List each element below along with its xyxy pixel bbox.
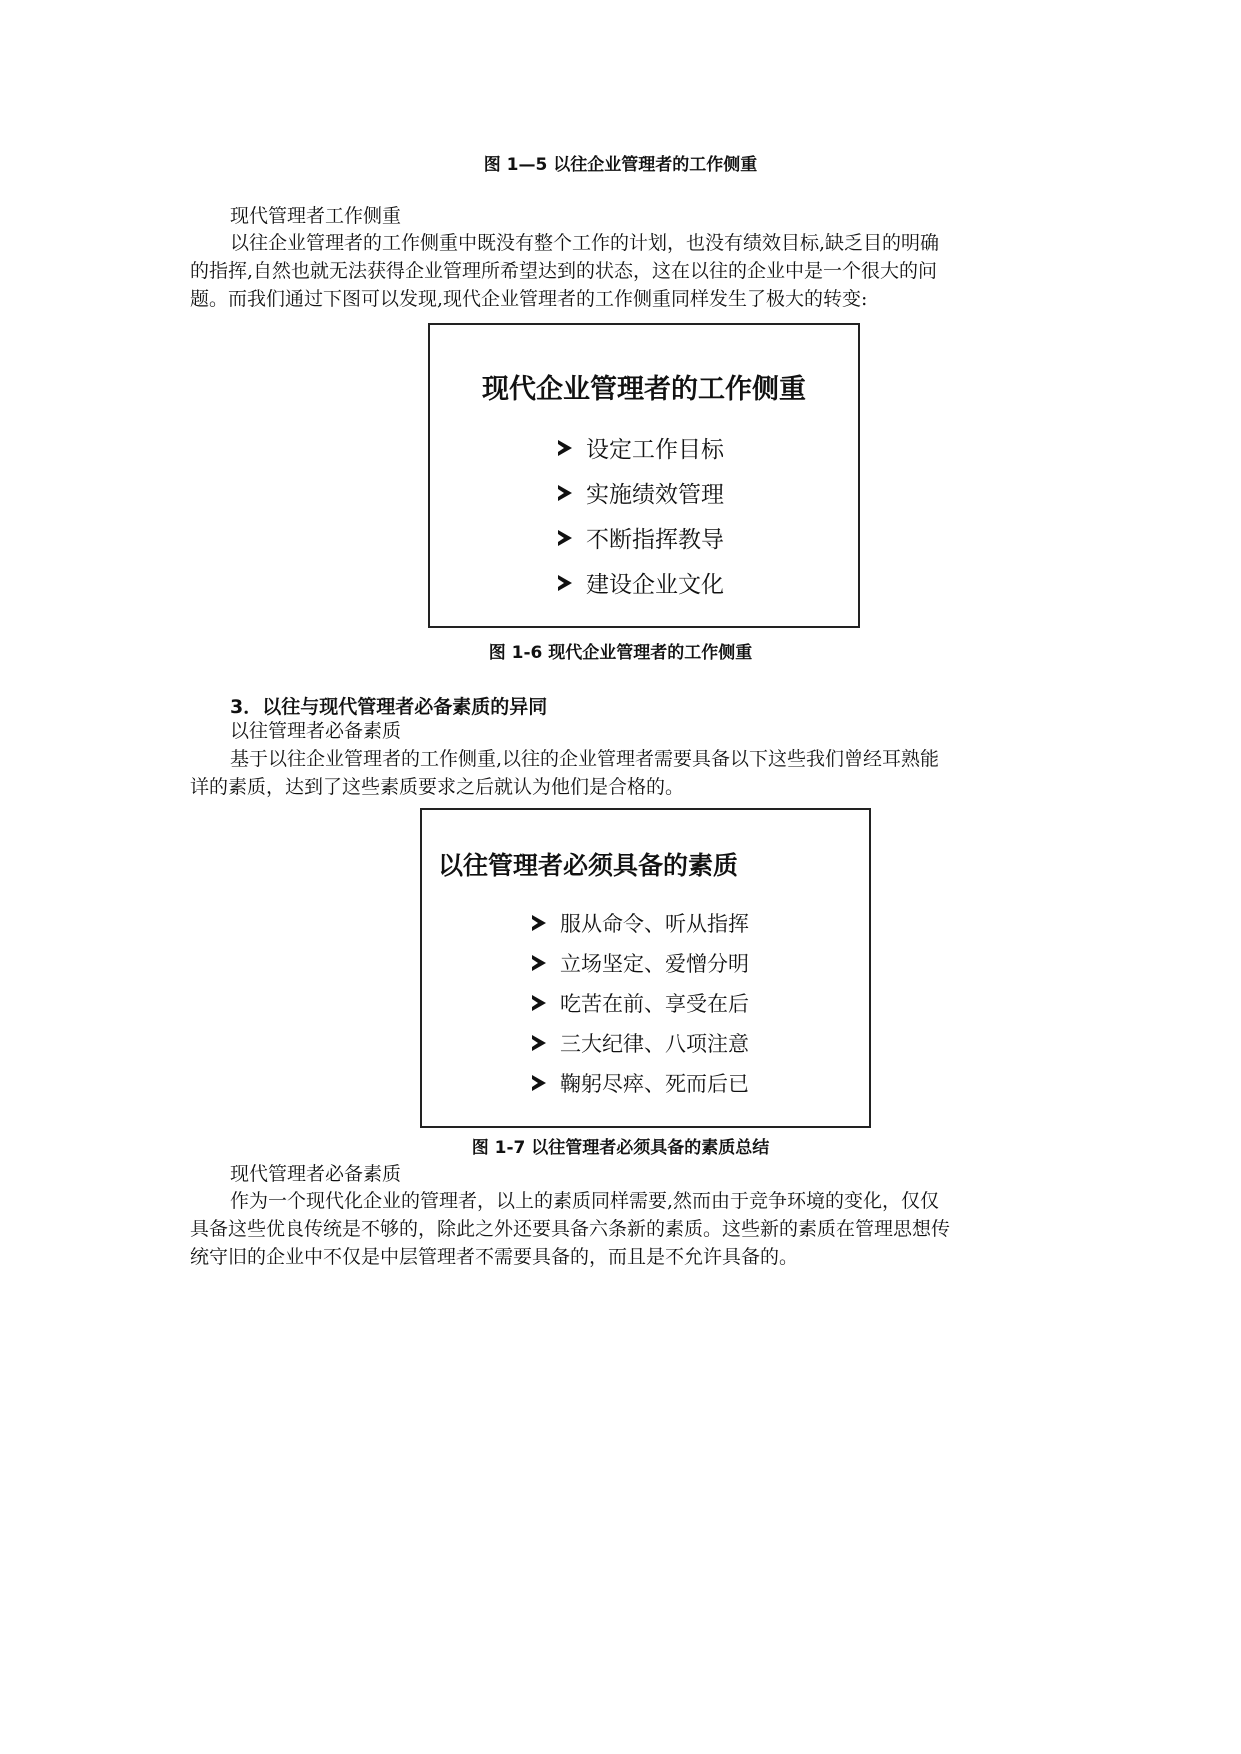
list-item: 实施绩效管理 <box>558 470 724 515</box>
list-item: 吃苦在前、享受在后 <box>532 983 749 1023</box>
figure-6-title: 现代企业管理者的工作侧重 <box>482 374 806 405</box>
arrow-bullet-icon <box>558 530 572 546</box>
arrow-bullet-icon <box>558 485 572 501</box>
figure-7-list <box>532 903 749 1103</box>
figure-5-caption: 图 1—5 以往企业管理者的工作侧重 <box>483 155 758 175</box>
past-qualities-label: 以往管理者必备素质 <box>230 720 402 742</box>
figure-6-box <box>428 323 860 628</box>
figure-6-list <box>558 425 724 605</box>
arrow-bullet-icon <box>532 995 546 1011</box>
list-item: 立场坚定、爱憎分明 <box>532 943 749 983</box>
arrow-bullet-icon <box>558 440 572 456</box>
arrow-bullet-icon <box>532 955 546 971</box>
figure-7-caption: 图 1-7 以往管理者必须具备的素质总结 <box>471 1138 770 1158</box>
arrow-bullet-icon <box>532 1035 546 1051</box>
list-item: 设定工作目标 <box>558 425 724 470</box>
list-item: 鞠躬尽瘁、死而后已 <box>532 1063 749 1103</box>
para3-line-3: 统守旧的企业中不仅是中层管理者不需要具备的，而且是不允许具备的。 <box>190 1246 799 1268</box>
para1-line-3: 题。而我们通过下图可以发现,现代企业管理者的工作侧重同样发生了极大的转变: <box>190 288 868 310</box>
list-item: 三大纪律、八项注意 <box>532 1023 749 1063</box>
para2-line-2: 详的素质，达到了这些素质要求之后就认为他们是合格的。 <box>190 776 685 798</box>
list-item: 不断指挥教导 <box>558 515 724 560</box>
arrow-bullet-icon <box>558 575 572 591</box>
figure-7-box <box>420 808 871 1128</box>
list-item: 服从命令、听从指挥 <box>532 903 749 943</box>
modern-focus-label: 现代管理者工作侧重 <box>230 205 402 227</box>
para3-line-1: 作为一个现代化企业的管理者，以上的素质同样需要,然而由于竞争环境的变化，仅仅 <box>230 1190 940 1212</box>
arrow-bullet-icon <box>532 1075 546 1091</box>
list-item: 建设企业文化 <box>558 560 724 605</box>
arrow-bullet-icon <box>532 915 546 931</box>
modern-qualities-label: 现代管理者必备素质 <box>230 1163 402 1185</box>
section-3-heading: 3．以往与现代管理者必备素质的异同 <box>230 696 548 718</box>
para1-line-2: 的指挥,自然也就无法获得企业管理所希望达到的状态，这在以往的企业中是一个很大的问 <box>190 260 938 282</box>
para1-line-1: 以往企业管理者的工作侧重中既没有整个工作的计划，也没有绩效目标,缺乏目的明确 <box>230 232 940 254</box>
figure-6-caption: 图 1-6 现代企业管理者的工作侧重 <box>488 643 753 663</box>
para3-line-2: 具备这些优良传统是不够的，除此之外还要具备六条新的素质。这些新的素质在管理思想传 <box>190 1218 951 1240</box>
figure-7-title: 以往管理者必须具备的素质 <box>438 851 739 880</box>
para2-line-1: 基于以往企业管理者的工作侧重,以往的企业管理者需要具备以下这些我们曾经耳熟能 <box>230 748 940 770</box>
